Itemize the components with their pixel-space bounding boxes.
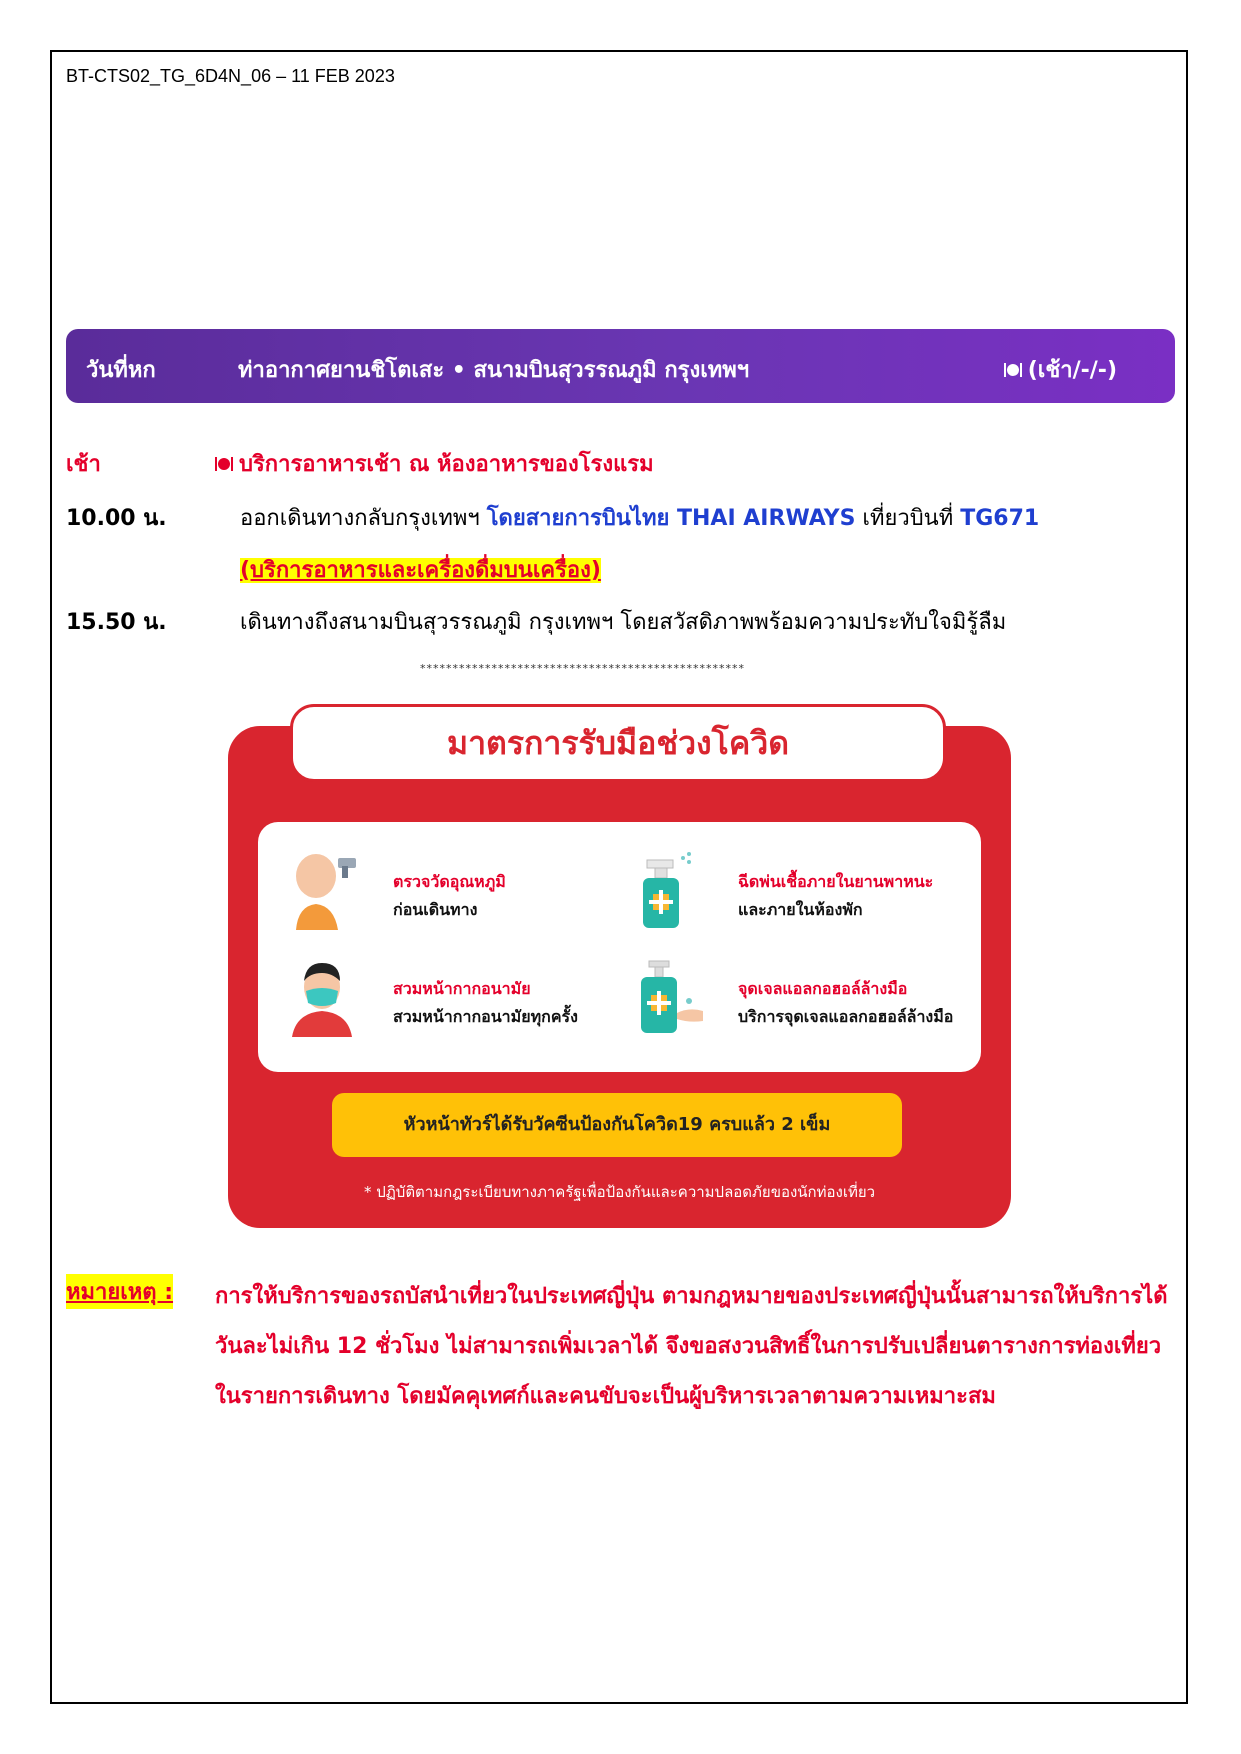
- measure-sanitizer: [603, 957, 953, 1047]
- measure-desc: สวมหน้ากากอนามัยทุกครั้ง: [393, 1007, 578, 1026]
- covid-measures-panel: [228, 726, 1011, 1228]
- meal-icon: [1004, 363, 1022, 377]
- measure-mask: [258, 957, 608, 1047]
- document-code: BT-CTS02_TG_6D4N_06 – 11 FEB 2023: [66, 66, 395, 86]
- day-meals: [1004, 352, 1117, 387]
- breakfast-row: [215, 446, 654, 481]
- airline-text: โดยสายการบินไทย THAI AIRWAYS: [486, 506, 856, 531]
- covid-title: มาตรการรับมือช่วงโควิด: [446, 724, 790, 762]
- thermometer-scan-icon: [288, 850, 358, 930]
- measure-title: ตรวจวัดอุณหภูมิ: [393, 872, 506, 891]
- divider-stars: **************************************************: [420, 662, 745, 675]
- vaccine-text: หัวหน้าทัวร์ได้รับวัคซีนป้องกันโควิด19 ครบแล้ว 2 เข็ม: [403, 1114, 831, 1135]
- breakfast-text: บริการอาหารเช้า ณ ห้องอาหารของโรงแรม: [239, 452, 654, 477]
- flight-label: เที่ยวบินที่: [862, 506, 954, 531]
- flight-number: TG671: [960, 506, 1040, 531]
- arrive-text: เดินทางถึงสนามบินสุวรรณภูมิ กรุงเทพฯ โดยสวัสดิภาพพร้อมความประทับใจมิรู้ลืม: [240, 610, 1007, 635]
- time-arrive: 15.50 น.: [66, 610, 167, 635]
- vaccine-banner: [332, 1093, 902, 1157]
- spray-bottle-icon: [633, 850, 703, 930]
- covid-measures-grid: [258, 822, 981, 1072]
- time-morning: เช้า: [66, 452, 101, 477]
- meal-on-board-row: [240, 552, 601, 587]
- depart-text: ออกเดินทางกลับกรุงเทพฯ: [240, 506, 480, 531]
- day-label: วันที่หก: [86, 358, 156, 383]
- note-text: การให้บริการของรถบัสนำเที่ยวในประเทศญี่ปุ่น ตามกฎหมายของประเทศญี่ปุ่นนั้นสามารถให้บริการได้วันละไม่เกิน 12 ชั่วโมง ไม่สามารถเพิ่มเวลาได้ จึงขอสงวนสิทธิ์ในการปรับเปลี่ยนตารางการท่องเที่ยวในรายการเดินทาง โดยมัคคุเทศก์และคนขับจะเป็นผู้บริหารเวลาตามความเหมาะสม: [215, 1284, 1168, 1409]
- hand-sanitizer-icon: [633, 957, 703, 1037]
- meal-on-board-note: (บริการอาหารและเครื่องดื่มบนเครื่อง): [240, 558, 601, 583]
- measure-disinfect: [603, 850, 953, 940]
- meal-icon: [215, 457, 233, 471]
- time-depart: 10.00 น.: [66, 506, 167, 531]
- measure-desc: และภายในห้องพัก: [738, 900, 863, 919]
- measure-title: จุดเจลแอลกอฮอล์ล้างมือ: [738, 979, 908, 998]
- face-mask-icon: [288, 957, 358, 1037]
- measure-desc: ก่อนเดินทาง: [393, 900, 478, 919]
- measure-title: ฉีดพ่นเชื้อภายในยานพาหนะ: [738, 872, 934, 891]
- depart-row: [240, 500, 1039, 535]
- day-header-bar: [66, 329, 1175, 403]
- measure-desc: บริการจุดเจลแอลกอฮอล์ล้างมือ: [738, 1007, 954, 1026]
- measure-title: สวมหน้ากากอนามัย: [393, 979, 531, 998]
- note-label: หมายเหตุ :: [66, 1274, 173, 1309]
- covid-footnote: * ปฏิบัติตามกฎระเบียบทางภาครัฐเพื่อป้องกันและความปลอดภัยของนักท่องเที่ยว: [363, 1183, 876, 1201]
- measure-temperature: [258, 850, 608, 940]
- covid-title-box: [290, 704, 946, 782]
- day-route: ท่าอากาศยานชิโตเสะ • สนามบินสุวรรณภูมิ กรุงเทพฯ: [238, 358, 750, 383]
- day-meals-text: (เช้า/-/-): [1027, 358, 1117, 383]
